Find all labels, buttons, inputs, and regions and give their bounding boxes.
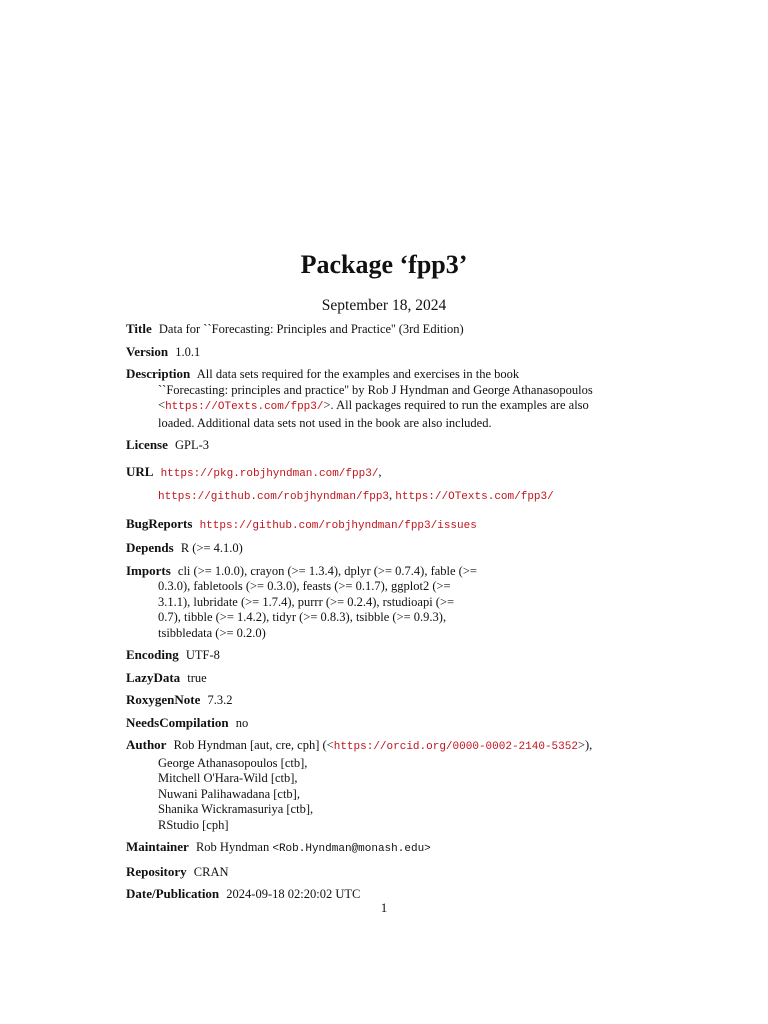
field-description bbox=[126, 366, 596, 431]
imports-line-4: 0.7), tibble (>= 1.4.2), tidyr (>= 0.8.3), tsibble (>= 0.9.3), bbox=[158, 610, 447, 624]
field-description-key: Description bbox=[126, 366, 191, 381]
description-fields bbox=[126, 321, 596, 909]
imports-line-2: 0.3.0), fabletools (>= 0.3.0), feasts (>= 0.1.7), ggplot2 (>= bbox=[158, 579, 451, 593]
field-repository-value: CRAN bbox=[193, 864, 229, 879]
field-version-key: Version bbox=[126, 343, 169, 359]
field-imports bbox=[126, 563, 596, 642]
pkg-site-link[interactable]: https://pkg.robjhyndman.com/fpp3/ bbox=[160, 467, 379, 480]
otexts-link[interactable]: https://OTexts.com/fpp3/ bbox=[165, 401, 324, 413]
maintainer-name: Rob Hyndman bbox=[195, 840, 270, 854]
field-maintainer bbox=[126, 839, 596, 858]
author-line-4: Nuwani Palihawadana [ctb], bbox=[158, 786, 300, 801]
field-url bbox=[126, 464, 596, 506]
field-datepublication-value: 2024-09-18 02:20:02 UTC bbox=[226, 887, 361, 901]
field-needscompilation-value: no bbox=[235, 715, 249, 730]
imports-line-3: 3.1.1), lubridate (>= 1.7.4), purrr (>= 0.2.4), rstudioapi (>= bbox=[158, 594, 455, 609]
field-roxygennote bbox=[126, 692, 596, 709]
author-line-2: George Athanasopoulos [ctb], bbox=[158, 755, 308, 770]
field-author-key: Author bbox=[126, 737, 167, 752]
field-url-key: URL bbox=[126, 463, 154, 479]
field-title-key: Title bbox=[126, 321, 152, 336]
field-depends-value: R (>= 4.1.0) bbox=[180, 541, 243, 555]
field-roxygennote-key: RoxygenNote bbox=[126, 692, 201, 707]
field-bugreports bbox=[126, 516, 596, 535]
field-maintainer-key: Maintainer bbox=[126, 839, 189, 854]
description-link-prefix: < bbox=[158, 398, 166, 412]
field-encoding-value: UTF-8 bbox=[185, 648, 220, 662]
description-link-suffix: >. All packages required to run the examples are also bbox=[323, 398, 589, 412]
field-depends bbox=[126, 540, 596, 557]
description-line-1: All data sets required for the examples and exercises in the book bbox=[196, 367, 520, 381]
field-lazydata bbox=[126, 670, 596, 687]
url-separator-2: , bbox=[389, 488, 393, 502]
field-repository bbox=[126, 864, 596, 881]
field-roxygennote-value: 7.3.2 bbox=[207, 693, 233, 707]
field-title-value: Data for ``Forecasting: Principles and Practice'' (3rd Edition) bbox=[158, 322, 464, 336]
author-line-3: Mitchell O'Hara-Wild [ctb], bbox=[158, 771, 298, 785]
field-repository-key: Repository bbox=[126, 863, 187, 879]
field-encoding bbox=[126, 647, 596, 664]
page-title: Package ‘fpp3’ bbox=[300, 250, 468, 279]
description-line-4: loaded. Additional data sets not used in the book are also included. bbox=[158, 415, 492, 430]
maintainer-email: <Rob.Hyndman@monash.edu> bbox=[272, 843, 431, 855]
field-imports-key: Imports bbox=[126, 562, 171, 578]
url-separator-1: , bbox=[378, 464, 382, 479]
field-version-value: 1.0.1 bbox=[175, 344, 201, 359]
imports-line-1: cli (>= 1.0.0), crayon (>= 1.3.4), dplyr (>= 0.7.4), fable (>= bbox=[177, 563, 477, 578]
author-line-6: RStudio [cph] bbox=[158, 817, 229, 832]
field-license-key: License bbox=[126, 437, 168, 452]
field-version bbox=[126, 344, 596, 361]
author-line-5: Shanika Wickramasuriya [ctb], bbox=[158, 802, 314, 816]
imports-line-5: tsibbledata (>= 0.2.0) bbox=[158, 625, 266, 640]
otexts-url-link[interactable]: https://OTexts.com/fpp3/ bbox=[395, 491, 554, 503]
page-number: 1 bbox=[380, 900, 388, 915]
field-license bbox=[126, 437, 596, 454]
author-line-1-suffix: >), bbox=[577, 738, 593, 752]
field-needscompilation bbox=[126, 715, 596, 732]
field-depends-key: Depends bbox=[126, 540, 174, 555]
publish-date: September 18, 2024 bbox=[321, 297, 447, 314]
field-bugreports-key: BugReports bbox=[126, 515, 193, 531]
github-link[interactable]: https://github.com/robjhyndman/fpp3 bbox=[158, 491, 390, 503]
orcid-link[interactable]: https://orcid.org/0000-0002-2140-5352 bbox=[333, 741, 578, 753]
field-license-value: GPL-3 bbox=[175, 438, 210, 452]
field-lazydata-key: LazyData bbox=[126, 669, 181, 685]
field-lazydata-value: true bbox=[187, 670, 207, 685]
description-line-3 bbox=[126, 398, 596, 416]
field-needscompilation-key: NeedsCompilation bbox=[126, 714, 229, 730]
field-author bbox=[126, 737, 596, 833]
field-datepublication-key: Date/Publication bbox=[126, 886, 220, 901]
url-line-2 bbox=[126, 488, 596, 506]
bugreports-link[interactable]: https://github.com/robjhyndman/fpp3/issues bbox=[199, 519, 477, 532]
author-line-1-prefix: Rob Hyndman [aut, cre, cph] (< bbox=[173, 738, 334, 752]
description-line-2: ``Forecasting: principles and practice'' by Rob J Hyndman and George Athanasopoulos bbox=[158, 382, 593, 397]
field-title bbox=[126, 321, 596, 338]
field-encoding-key: Encoding bbox=[126, 647, 179, 662]
